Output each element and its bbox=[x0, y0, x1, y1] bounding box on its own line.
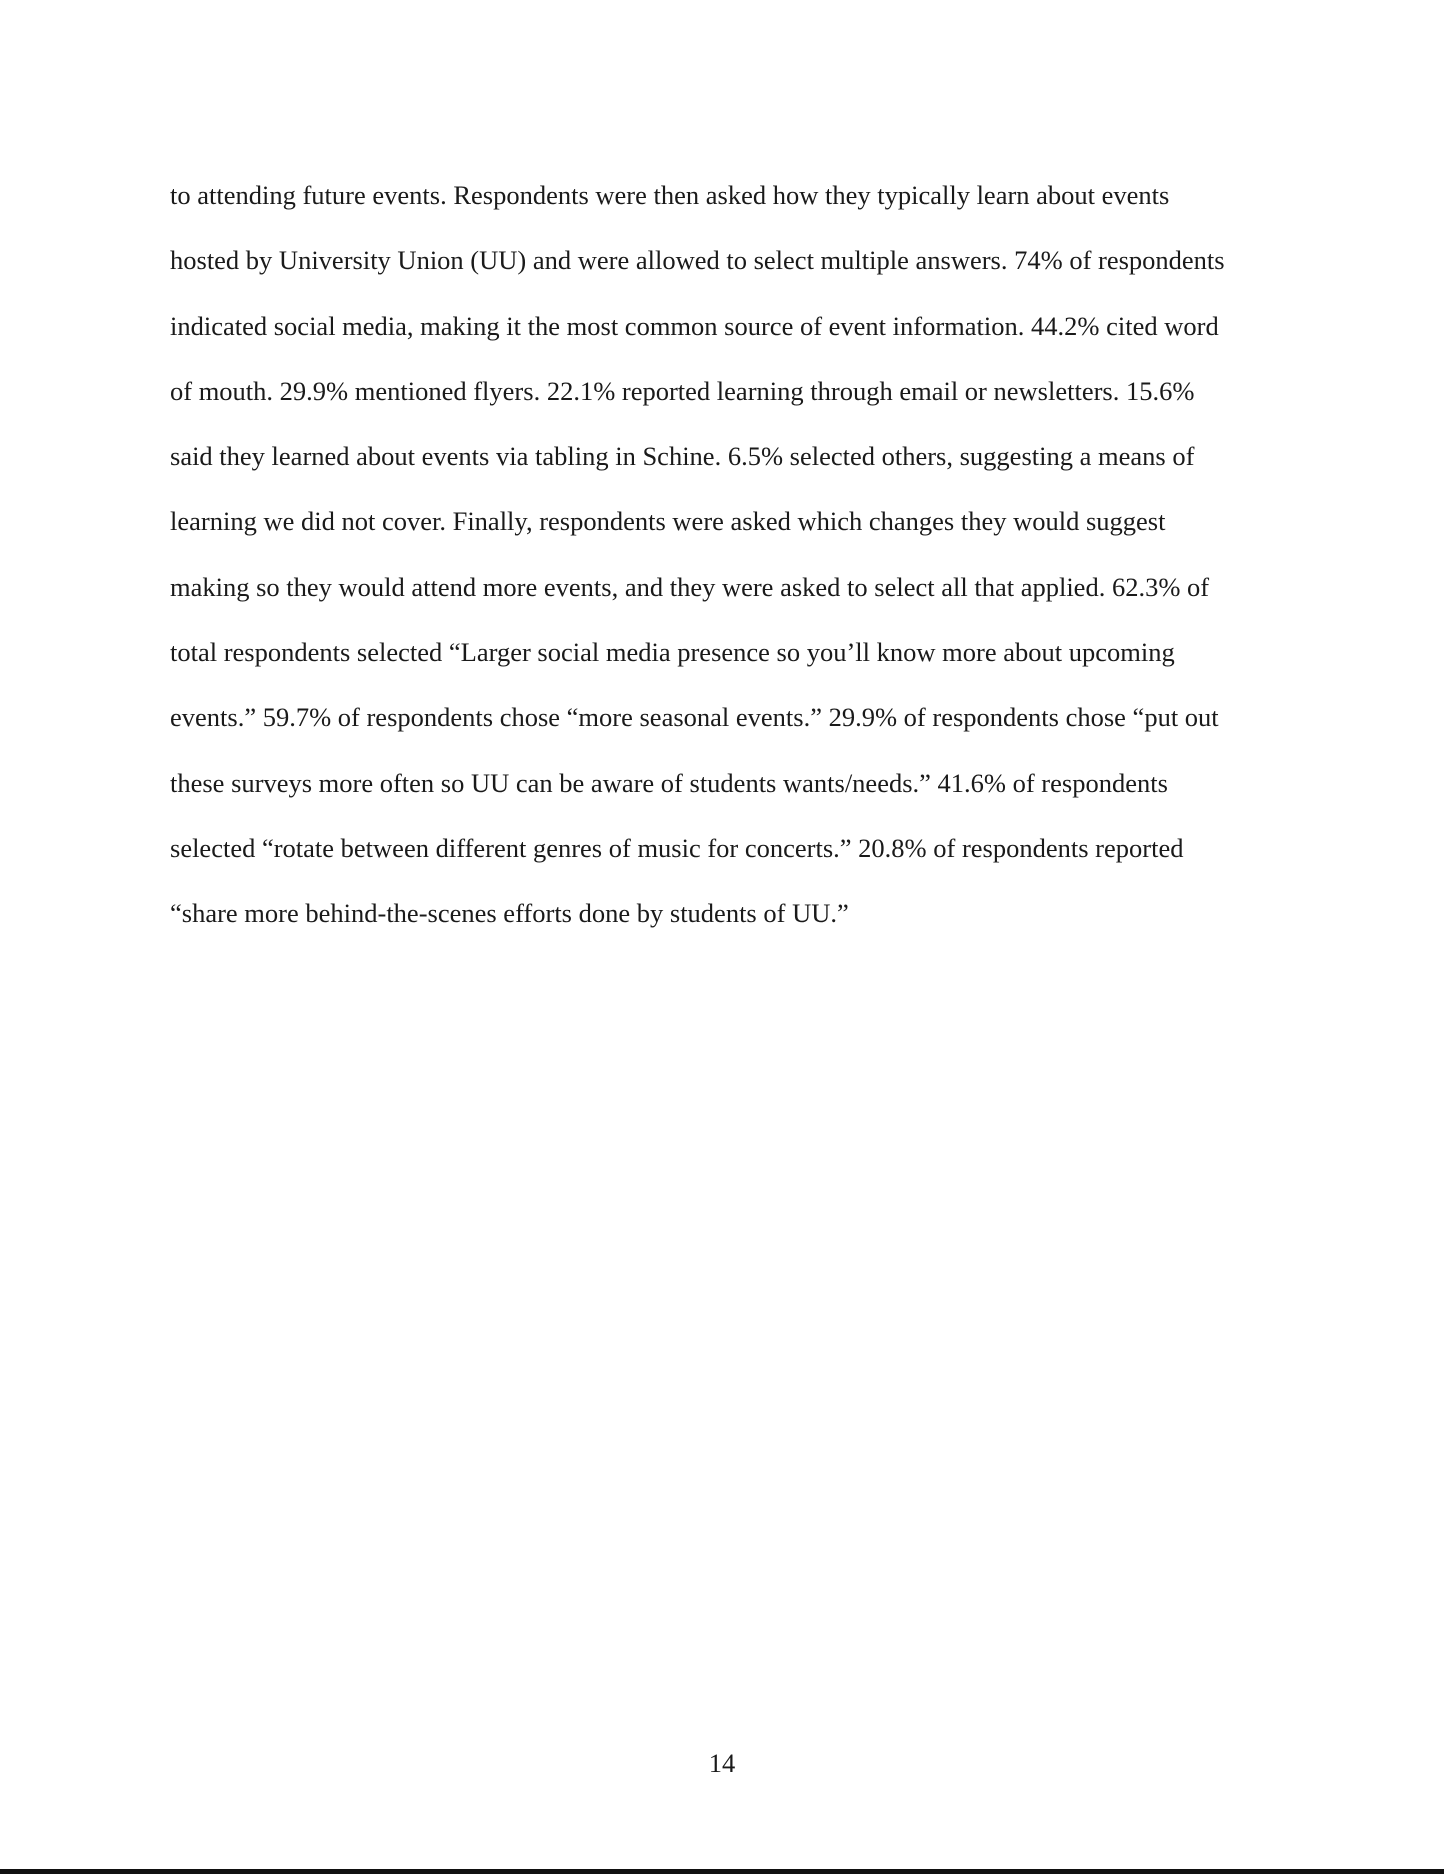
paragraph-line: total respondents selected “Larger social media presence so you’ll know more about upcoming bbox=[170, 637, 1175, 668]
paragraph-line: learning we did not cover. Finally, respondents were asked which changes they would suggest bbox=[170, 506, 1166, 537]
paragraph-line: events.” 59.7% of respondents chose “more seasonal events.” 29.9% of respondents chose “put out bbox=[170, 702, 1219, 733]
page-bottom-border bbox=[0, 1869, 1444, 1874]
paragraph-line: making so they would attend more events, and they were asked to select all that applied. 62.3% of bbox=[170, 571, 1210, 602]
paragraph-line: these surveys more often so UU can be aware of students wants/needs.” 41.6% of respondents bbox=[170, 767, 1168, 798]
body-paragraph bbox=[170, 163, 1310, 947]
paragraph-line: “share more behind-the-scenes efforts done by students of UU.” bbox=[170, 898, 849, 929]
paragraph-line: said they learned about events via tabling in Schine. 6.5% selected others, suggesting a means of bbox=[170, 441, 1195, 472]
paragraph-line: hosted by University Union (UU) and were allowed to select multiple answers. 74% of respondents bbox=[170, 245, 1225, 276]
paragraph-line: of mouth. 29.9% mentioned flyers. 22.1% reported learning through email or newsletters. 15.6% bbox=[170, 375, 1195, 406]
paragraph-line: to attending future events. Respondents were then asked how they typically learn about events bbox=[170, 180, 1170, 210]
paragraph-line: selected “rotate between different genres of music for concerts.” 20.8% of respondents reported bbox=[170, 832, 1184, 863]
page-number: 14 bbox=[708, 1748, 736, 1778]
paragraph-line: indicated social media, making it the most common source of event information. 44.2% cited word bbox=[170, 310, 1219, 341]
